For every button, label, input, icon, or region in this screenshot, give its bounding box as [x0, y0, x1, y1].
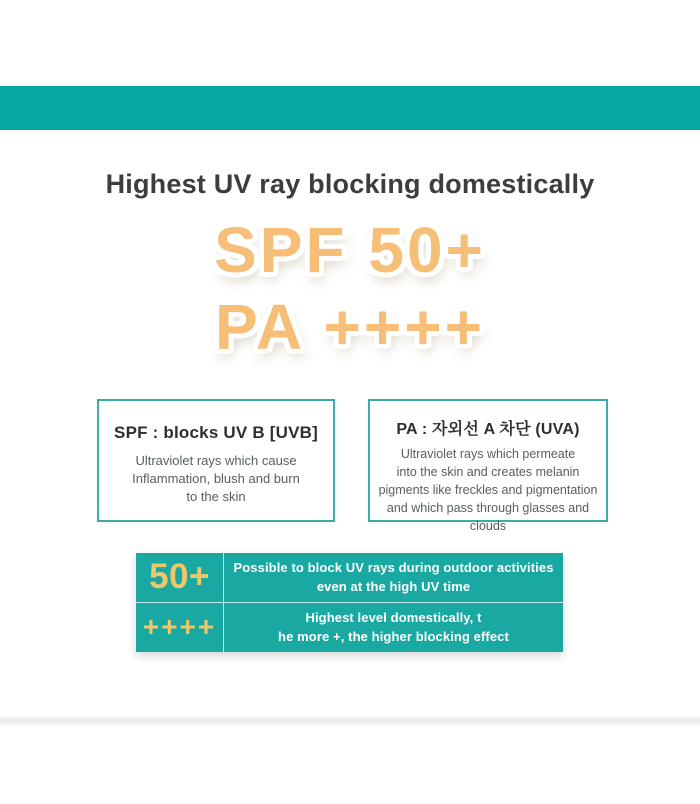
- pa-info-line: into the skin and creates melanin: [396, 465, 580, 479]
- pa-badge: ++++: [142, 611, 217, 643]
- spf-rating-line: even at the high UV time: [316, 579, 471, 595]
- section-divider: [0, 716, 700, 726]
- spf-info-title: SPF : blocks UV B [UVB]: [114, 423, 318, 442]
- pa-info-description: [370, 445, 606, 535]
- pa-rating-line: Highest level domestically, t: [305, 609, 482, 625]
- spf-rating-line: Possible to block UV rays during outdoor activities: [233, 559, 554, 575]
- page-title: Highest UV ray blocking domestically: [105, 169, 595, 199]
- top-accent-bar: [0, 86, 700, 130]
- spf-badge: 50+: [149, 557, 210, 597]
- pa-rating-description: [278, 608, 509, 647]
- pa-rating-line: he more +, the higher blocking effect: [278, 629, 509, 645]
- pa-rating-description-cell: [224, 603, 563, 653]
- spf-info-line: Ultraviolet rays which cause: [135, 453, 297, 468]
- pa-badge-cell: [136, 603, 224, 653]
- pa-info-box: [368, 399, 608, 533]
- pa-info-line: and which pass through glasses and clouds: [386, 501, 590, 533]
- spf-info-line: Inflammation, blush and burn: [132, 471, 300, 486]
- pa-info-line: Ultraviolet rays which permeate: [400, 447, 576, 461]
- spf-value-text: SPF 50+: [214, 214, 486, 286]
- uv-rating-hero: [0, 212, 700, 366]
- spf-rating-description-cell: [224, 553, 563, 603]
- spf-rating-description: [233, 558, 553, 597]
- uv-rating-table: [136, 553, 563, 652]
- pa-info-line: pigments like freckles and pigmentation: [378, 483, 598, 497]
- pa-value-text: PA ++++: [214, 291, 486, 363]
- spf-info-description: [99, 452, 333, 506]
- spf-badge-cell: [136, 553, 224, 603]
- spf-info-box: [97, 399, 335, 522]
- pa-info-title: PA : 자외선 A 차단 (UVA): [396, 421, 580, 438]
- spf-info-line: to the skin: [186, 489, 246, 504]
